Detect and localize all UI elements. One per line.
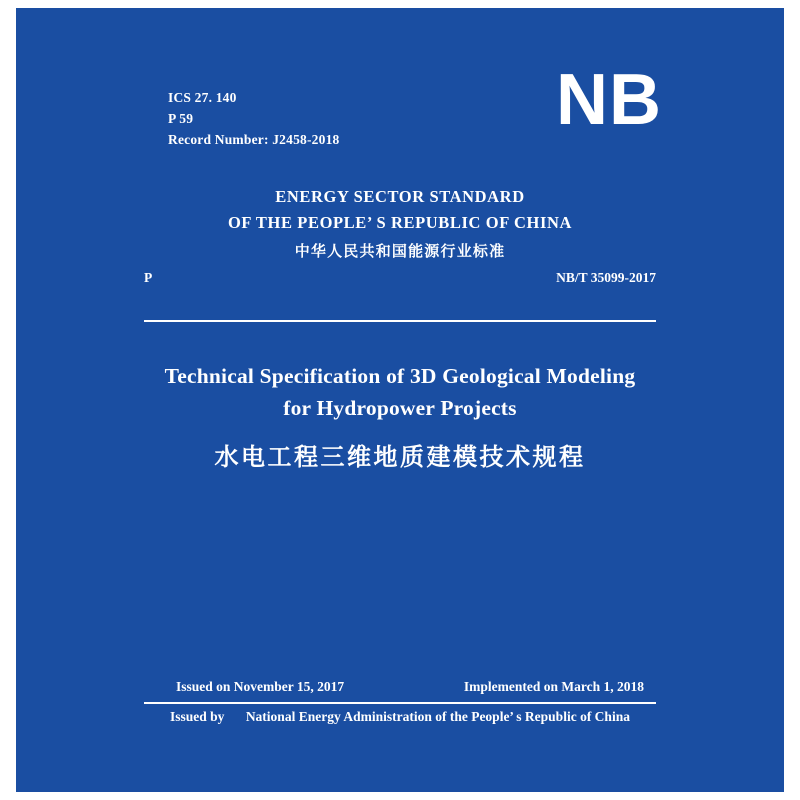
authority-line-2: OF THE PEOPLE’ S REPUBLIC OF CHINA bbox=[227, 212, 573, 232]
title-english-line-2: for Hydropower Projects bbox=[283, 396, 517, 421]
code-row bbox=[144, 270, 656, 286]
authority-line-1: ENERGY SECTOR STANDARD bbox=[275, 187, 525, 206]
issued-by-label: Issued by bbox=[170, 709, 225, 724]
standard-cover bbox=[16, 8, 784, 792]
issued-by-organization: National Energy Administration of the People’ s Republic of China bbox=[245, 709, 630, 724]
divider-top bbox=[144, 320, 656, 322]
title-block bbox=[106, 360, 694, 472]
ics-code: ICS 27. 140 bbox=[168, 90, 237, 105]
issuer-row bbox=[16, 709, 784, 725]
nb-logo: NB bbox=[556, 60, 662, 140]
identification-block bbox=[168, 88, 339, 151]
standard-number: NB/T 35099-2017 bbox=[556, 270, 656, 285]
title-chinese: 水电工程三维地质建模技术规程 bbox=[214, 444, 586, 471]
implemented-date: Implemented on March 1, 2018 bbox=[463, 679, 644, 694]
title-english-line-1: Technical Specification of 3D Geological Modeling bbox=[164, 364, 636, 388]
classification-code: P 59 bbox=[168, 110, 194, 126]
date-row bbox=[176, 679, 644, 695]
divider-bottom bbox=[144, 702, 656, 704]
category-letter: P bbox=[144, 270, 153, 285]
issued-date: Issued on November 15, 2017 bbox=[176, 679, 345, 694]
authority-line-chinese: 中华人民共和国能源行业标准 bbox=[294, 244, 506, 261]
record-number: Record Number: J2458-2018 bbox=[168, 131, 340, 147]
issuing-authority bbox=[16, 184, 784, 261]
